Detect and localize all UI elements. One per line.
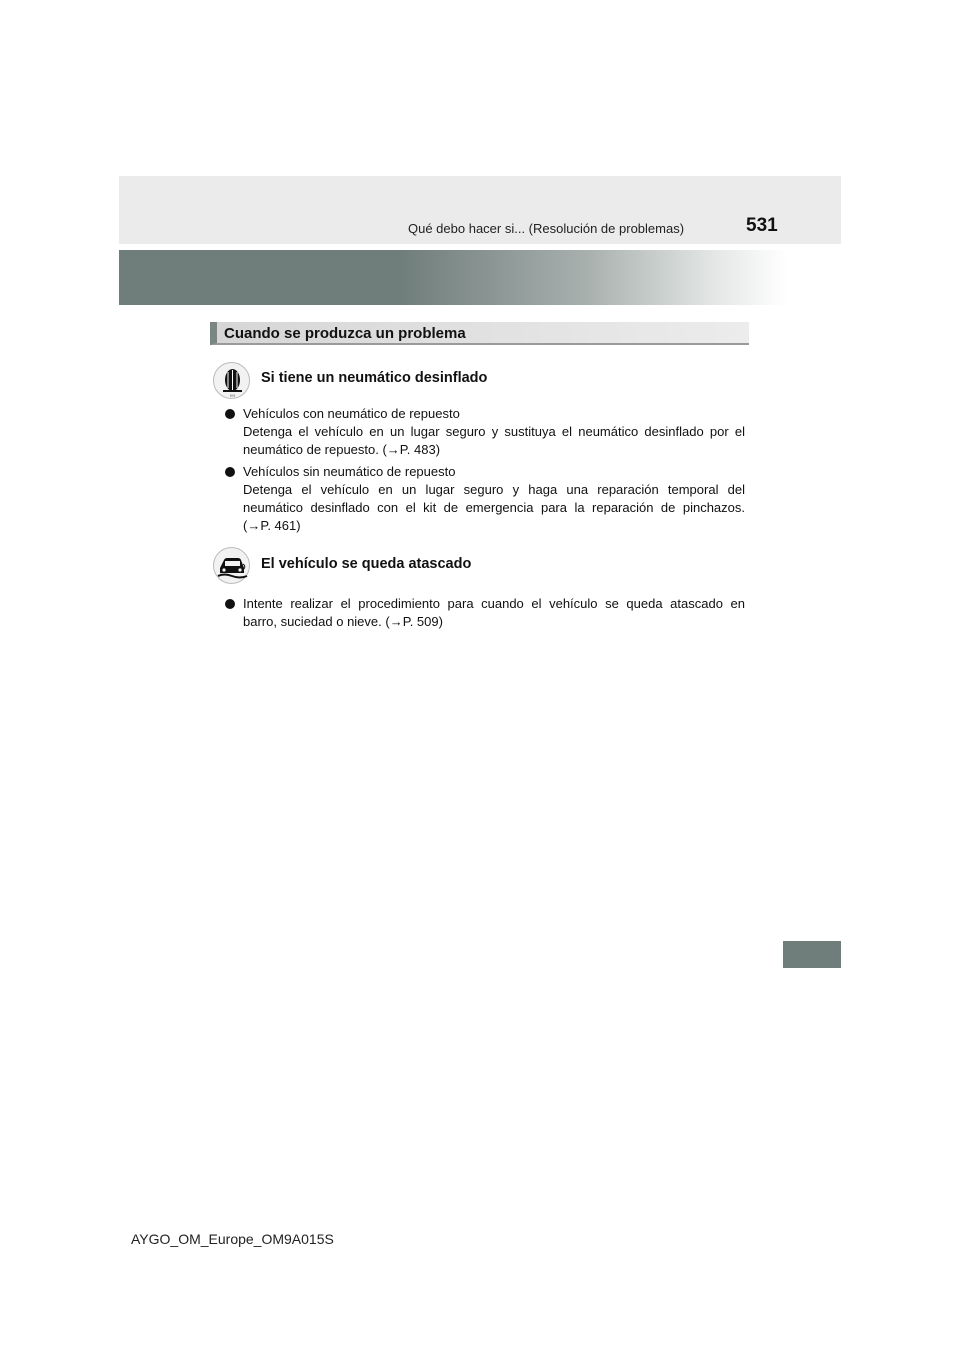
document-code: AYGO_OM_Europe_OM9A015S [131, 1231, 334, 1247]
chapter-title: Qué debo hacer si... (Resolución de problemas) [408, 221, 685, 236]
item-line: (→P. 461) [243, 518, 301, 533]
item-title: Vehículos sin neumático de repuesto [243, 464, 456, 479]
stuck-vehicle-icon [213, 547, 250, 584]
bullet-icon [225, 467, 235, 477]
chapter-side-tab [783, 941, 841, 968]
item-title: Vehículos con neumático de repuesto [243, 406, 460, 421]
bullet-icon [225, 599, 235, 609]
flat-tire-icon [213, 362, 250, 399]
chapter-banner [119, 250, 787, 305]
section-title: Cuando se produzca un problema [224, 325, 466, 342]
item-line: Detenga el vehículo en un lugar seguro y sustituya el neumático desinflado por el [243, 424, 745, 439]
list-item [243, 405, 745, 459]
item-line: Intente realizar el procedimiento para cuando el vehículo se queda atascado en [243, 596, 745, 611]
svg-text:!!!!: !!!! [230, 393, 235, 398]
item-line: neumático desinflado con el kit de emergencia para la reparación de pinchazos. [243, 500, 745, 515]
section-header [210, 322, 749, 345]
flat-tire-heading: Si tiene un neumático desinflado [261, 370, 488, 386]
item-line: neumático de repuesto. (→P. 483) [243, 442, 441, 457]
item-line: barro, suciedad o nieve. (→P. 509) [243, 614, 443, 629]
bullet-icon [225, 409, 235, 419]
stuck-vehicle-heading: El vehículo se queda atascado [261, 556, 472, 572]
list-item [243, 463, 745, 535]
list-item [243, 595, 745, 631]
page-number: 531 [746, 215, 778, 236]
item-line: Detenga el vehículo en un lugar seguro y haga una reparación temporal del [243, 482, 745, 497]
